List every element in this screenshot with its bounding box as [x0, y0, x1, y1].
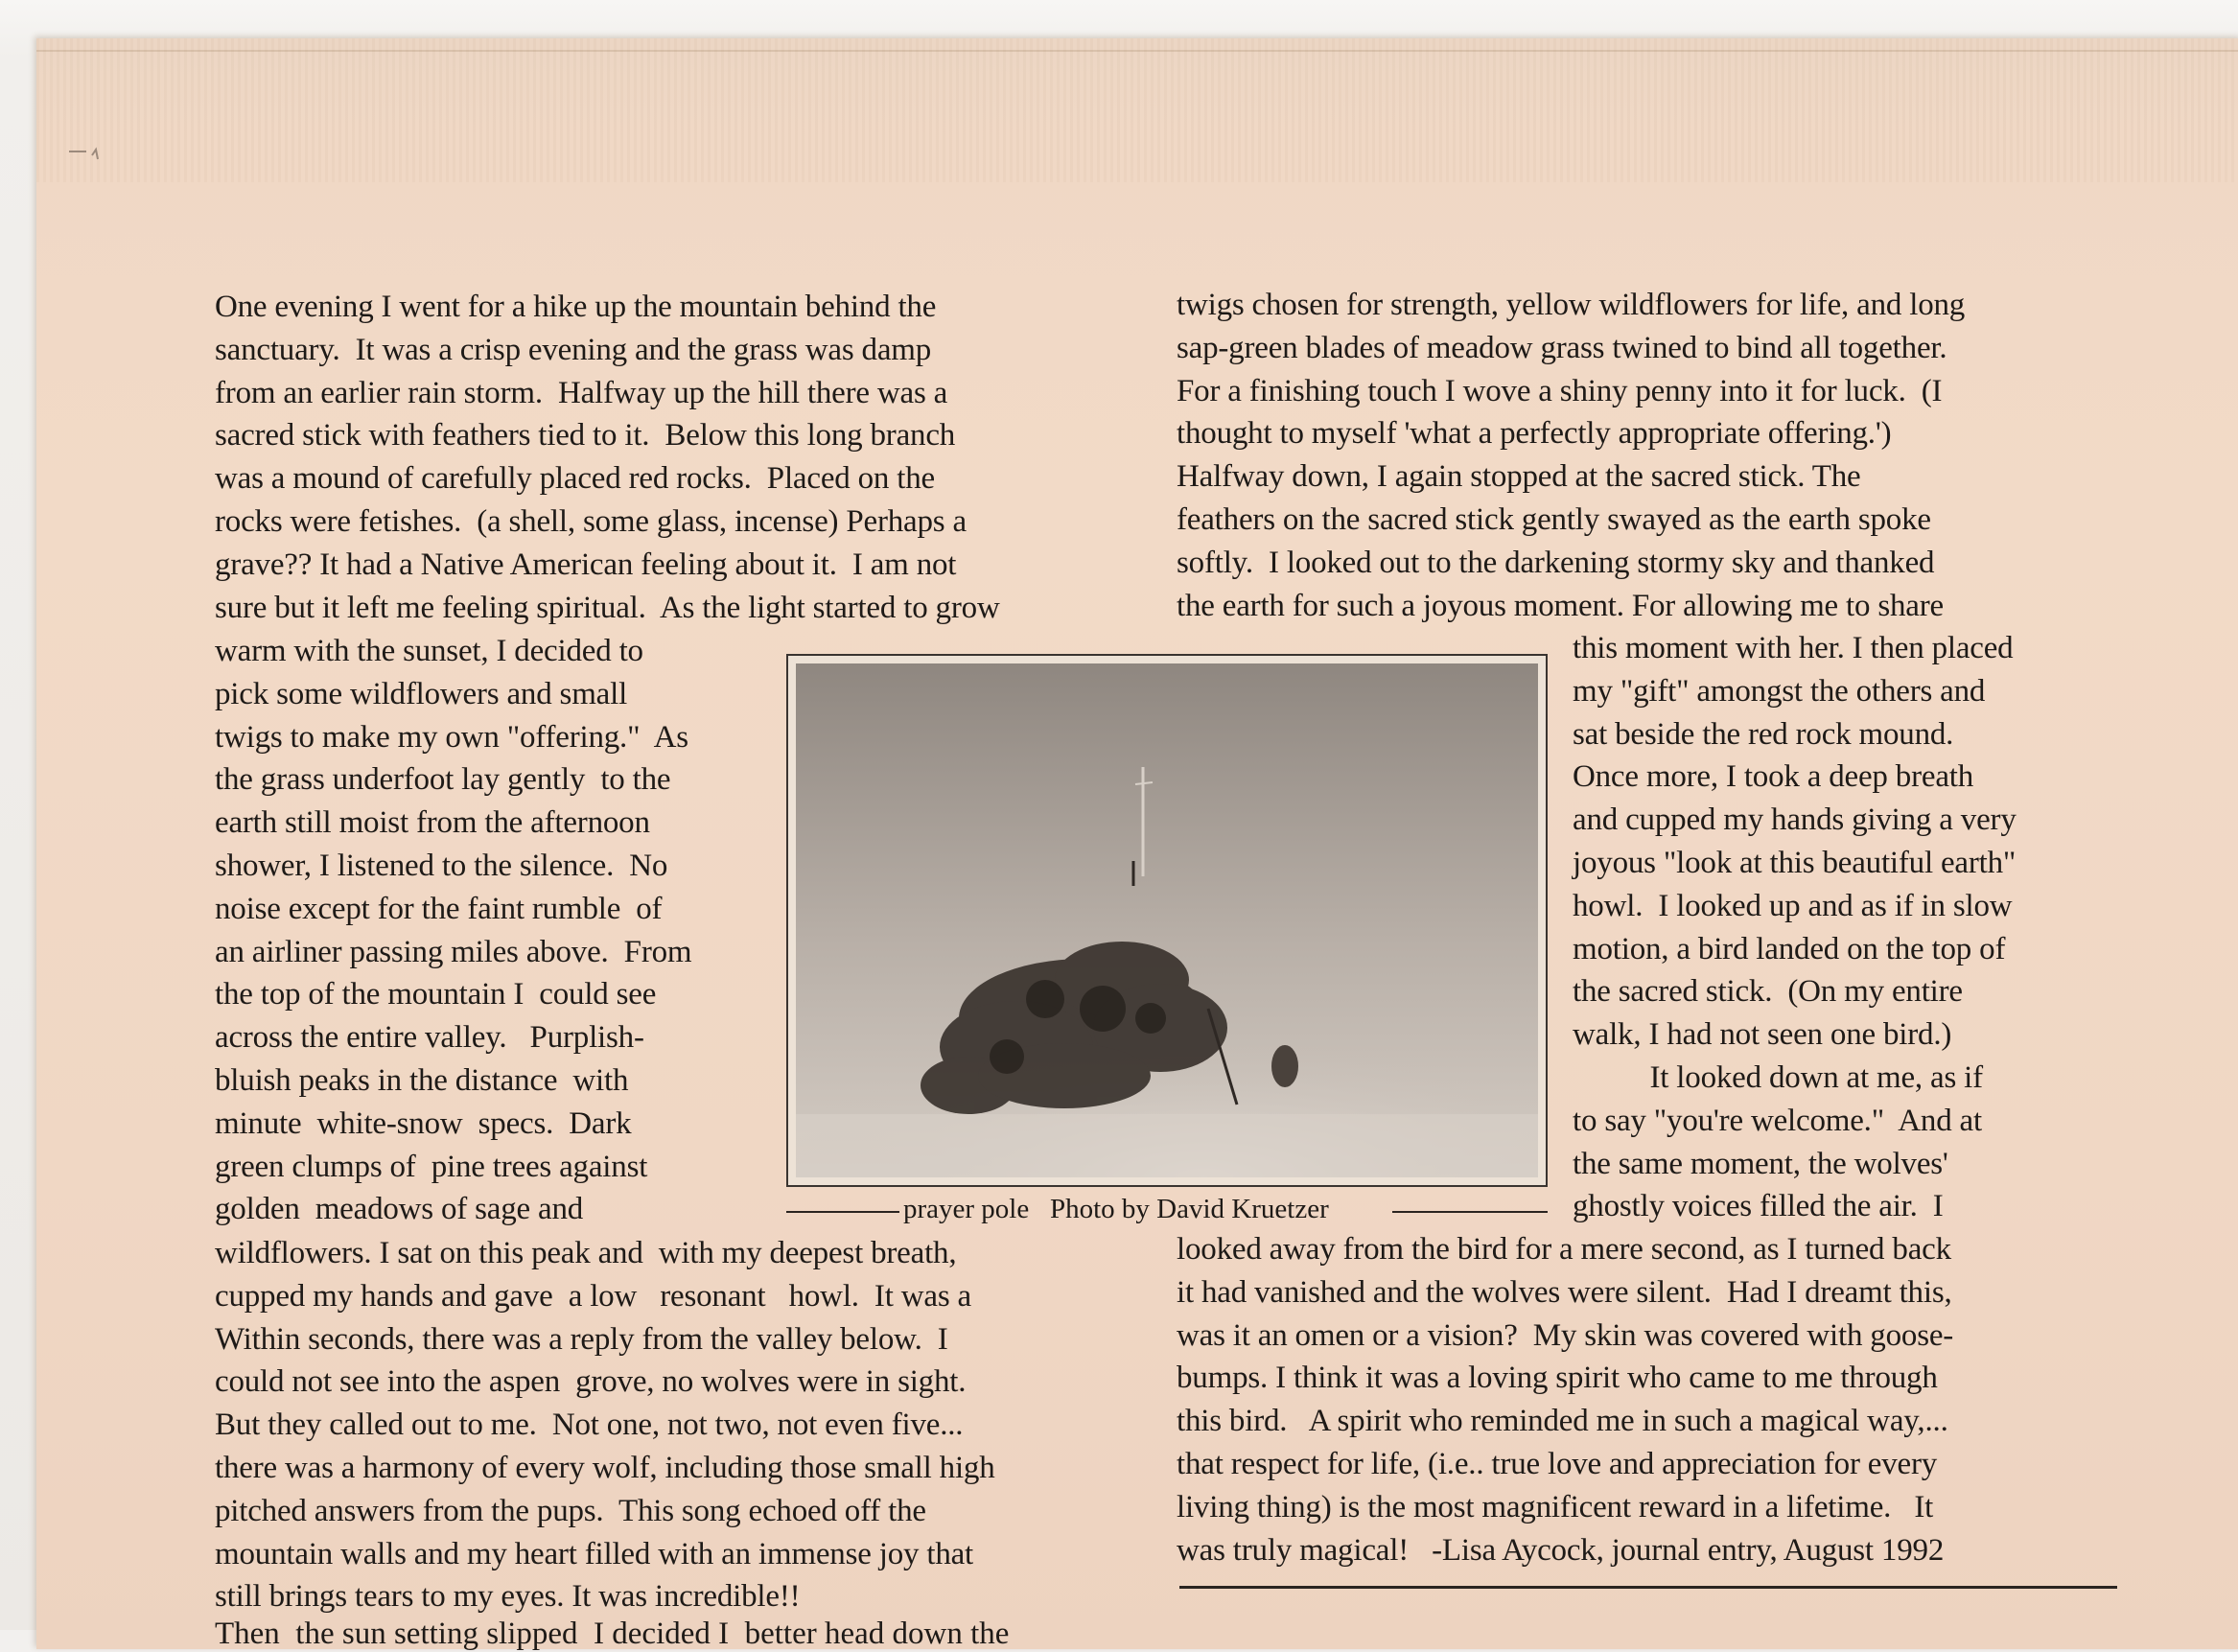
article-left-column-top: One evening I went for a hike up the mountain behind the sanctuary. It was a crisp evening and the grass was damp from an earlier rain storm. Halfway up the hill there was a sacred stick with feathers tied to it. Below this long branch was a mound of carefully placed red rocks. Placed on the rocks were fetishes. (a shell, some glass, incense) Perhaps a grave?? It had a Native American feeling about it. I am not sure but it left me feeling spiritual. As the light started to grow — [215, 290, 1000, 625]
article-right-column-bottom: looked away from the bird for a mere second, as I turned back it had vanished and the wolves were silent. Had I dreamt this, was it an omen or a vision? My skin was covered with goose- bumps. I think it was a loving spirit who came to me through this bird. A spirit who reminded me in such a magical way,... that respect for life, (i.e.. true love and appreciation for every living thing) is the most magnificent reward in a lifetime. It was truly magical! -Lisa Aycock, journal entry, August 1992 — [1177, 1232, 1954, 1568]
article-left-column-wrap: warm with the sunset, I decided to pick some wildflowers and small twigs to make my own "offering." As the grass underfoot lay gently to the earth still moist from the afternoon shower, I listened to the silence. No noise except for the faint rumble of an airliner passing miles above. From the top of the mountain I could see across the entire valley. Purplish- bluish peaks in the distance with minute white-snow specs. Dark green clumps of pine trees against golden meadows of sage and — [215, 634, 692, 1227]
caption-rule-left — [786, 1211, 899, 1213]
caption-rule-right — [1392, 1211, 1548, 1213]
binding-mark — [67, 146, 163, 167]
cut-off-text-line: Then the sun setting slipped I decided I better head down the — [215, 1617, 1010, 1651]
photo-caption: prayer pole Photo by David Kruetzer — [903, 1194, 1329, 1224]
photo-frame — [786, 654, 1548, 1187]
article-right-column-top: twigs chosen for strength, yellow wildflowers for life, and long sap-green blades of meadow grass twined to bind all together. For a finishing touch I wove a shiny penny into it for luck. (I thought to myself 'what a perfectly appropriate offering.') Halfway down, I again stopped at the sacred stick. The feathers on the sacred stick gently swayed as the earth spoke softly. I looked out to the darkening stormy sky and thanked the earth for such a joyous moment. For allowing me to share — [1177, 288, 1966, 623]
article-left-column-bottom: wildflowers. I sat on this peak and with my deepest breath, cupped my hands and gave a low resonant howl. It was a Within seconds, there was a reply from the valley below. I could not see into the aspen grove, no wolves were in sight. But they called out to me. Not one, not two, not even five... there was a harmony of every wolf, including those small high pitched answers from the pups. This song echoed off the mountain walls and my heart filled with an immense joy that still brings tears to my eyes. It was incredible!! — [215, 1236, 995, 1615]
article-right-column-wrap: this moment with her. I then placed my "gift" amongst the others and sat beside the red rock mound. Once more, I took a deep breath and cupped my hands giving a very joyous "look at this beautiful earth" howl. I looked up and as if in slow motion, a bird landed on the top of the sacred stick. (On my entire walk, I had not seen one bird.) It looked down at me, as if to say "you're welcome." And at the same moment, the wolves' ghostly voices filled the air. I — [1573, 631, 2017, 1224]
prayer-pole-photo — [796, 663, 1538, 1177]
tree-silhouette-image — [796, 663, 1538, 1177]
page-fold-line — [36, 50, 2238, 52]
article-end-rule — [1179, 1586, 2117, 1589]
